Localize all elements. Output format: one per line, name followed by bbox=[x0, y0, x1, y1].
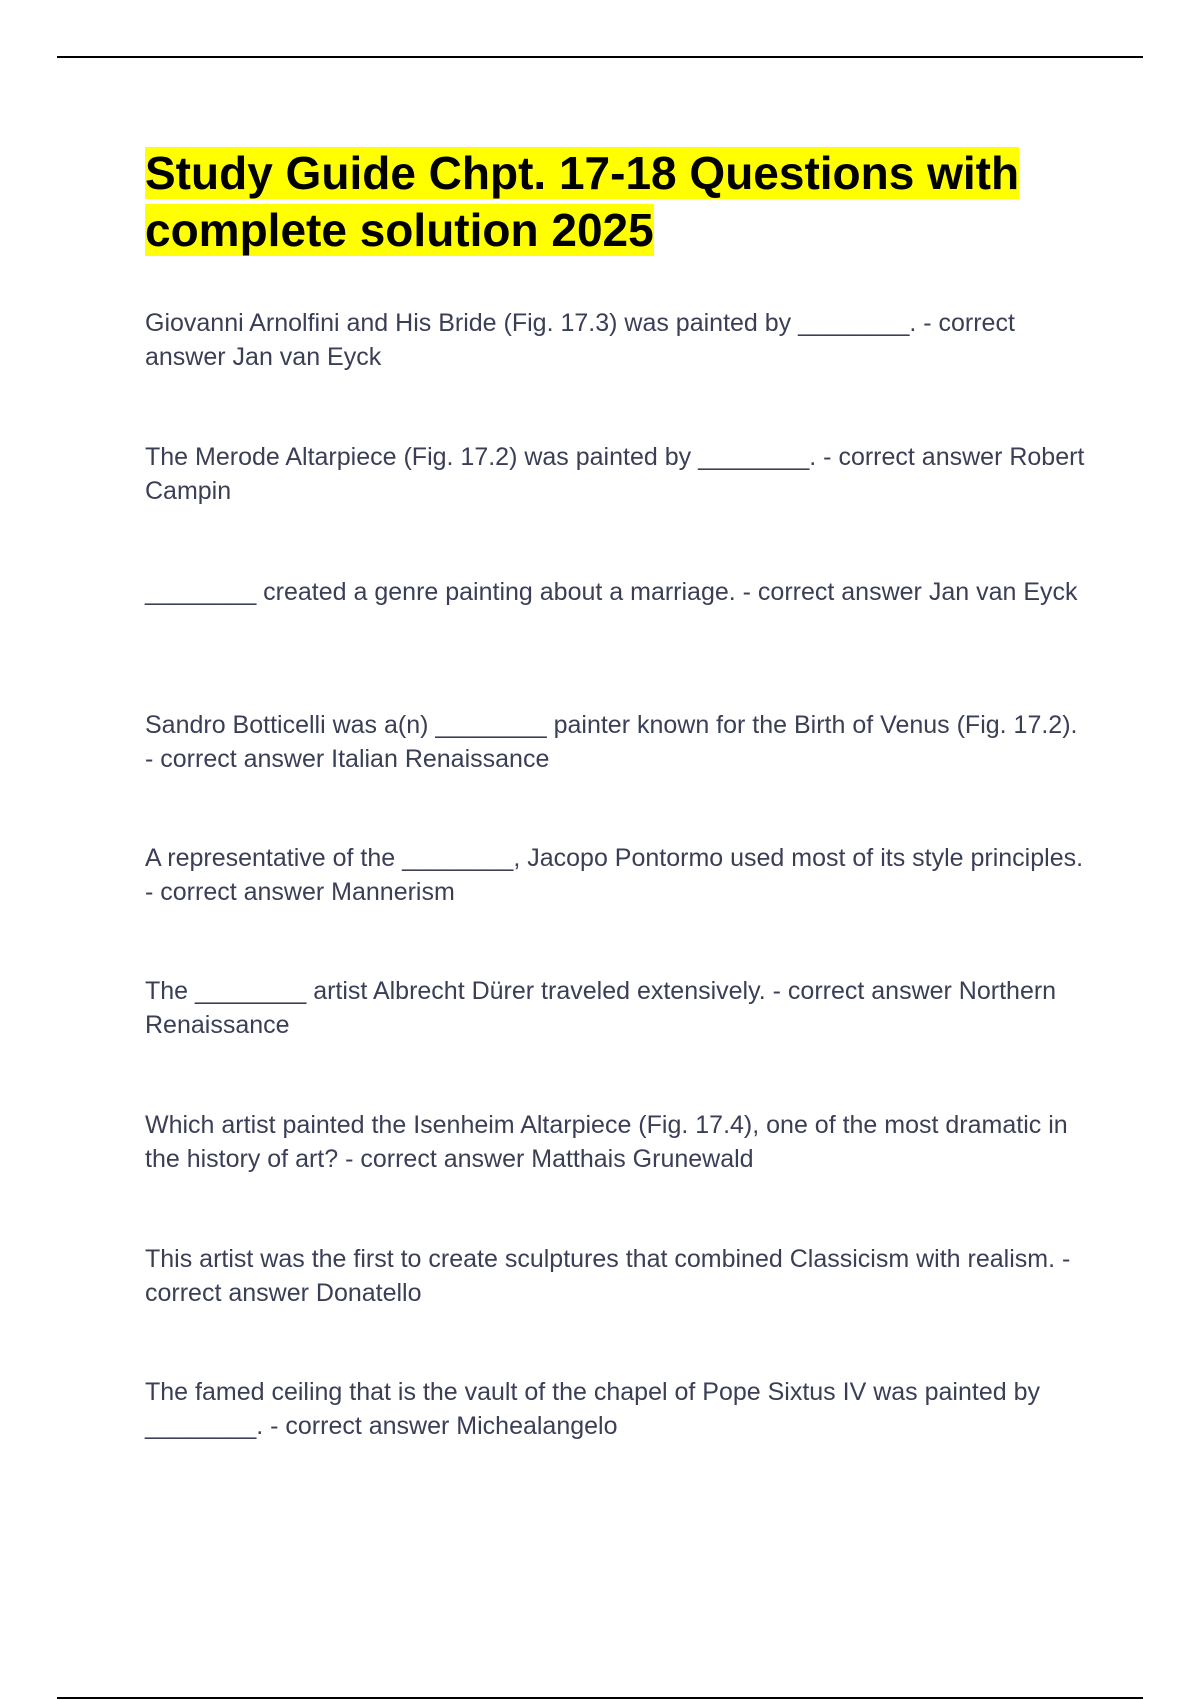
bottom-rule bbox=[57, 1697, 1143, 1699]
question-item-4: Sandro Botticelli was a(n) ________ painter known for the Birth of Venus (Fig. 17.2). - correct answer Italian Renaissance bbox=[145, 711, 1078, 773]
question-item-6: The ________ artist Albrecht Dürer traveled extensively. - correct answer Northern Renaissance bbox=[145, 977, 1057, 1039]
page-content bbox=[145, 145, 1090, 259]
question-item-8: This artist was the first to create sculptures that combined Classicism with realism. - correct answer Donatello bbox=[145, 1245, 1071, 1307]
question-item-1: Giovanni Arnolfini and His Bride (Fig. 17.3) was painted by ________. - correct answer Jan van Eyck bbox=[145, 309, 1015, 371]
question-item-7: Which artist painted the Isenheim Altarpiece (Fig. 17.4), one of the most dramatic in the history of art? - correct answer Matthais Grunewald bbox=[145, 1111, 1068, 1173]
document-title bbox=[145, 145, 1090, 259]
question-item-2: The Merode Altarpiece (Fig. 17.2) was painted by ________. - correct answer Robert Campin bbox=[145, 443, 1085, 505]
title-highlight: Study Guide Chpt. 17-18 Questions with complete solution 2025 bbox=[145, 147, 1020, 256]
question-item-5: A representative of the ________, Jacopo Pontormo used most of its style principles. - correct answer Mannerism bbox=[145, 844, 1084, 906]
question-item-9: The famed ceiling that is the vault of the chapel of Pope Sixtus IV was painted by ________. - correct answer Michealangelo bbox=[145, 1378, 1040, 1440]
question-item-3: ________ created a genre painting about a marriage. - correct answer Jan van Eyck bbox=[145, 578, 1078, 606]
top-rule bbox=[57, 56, 1143, 58]
